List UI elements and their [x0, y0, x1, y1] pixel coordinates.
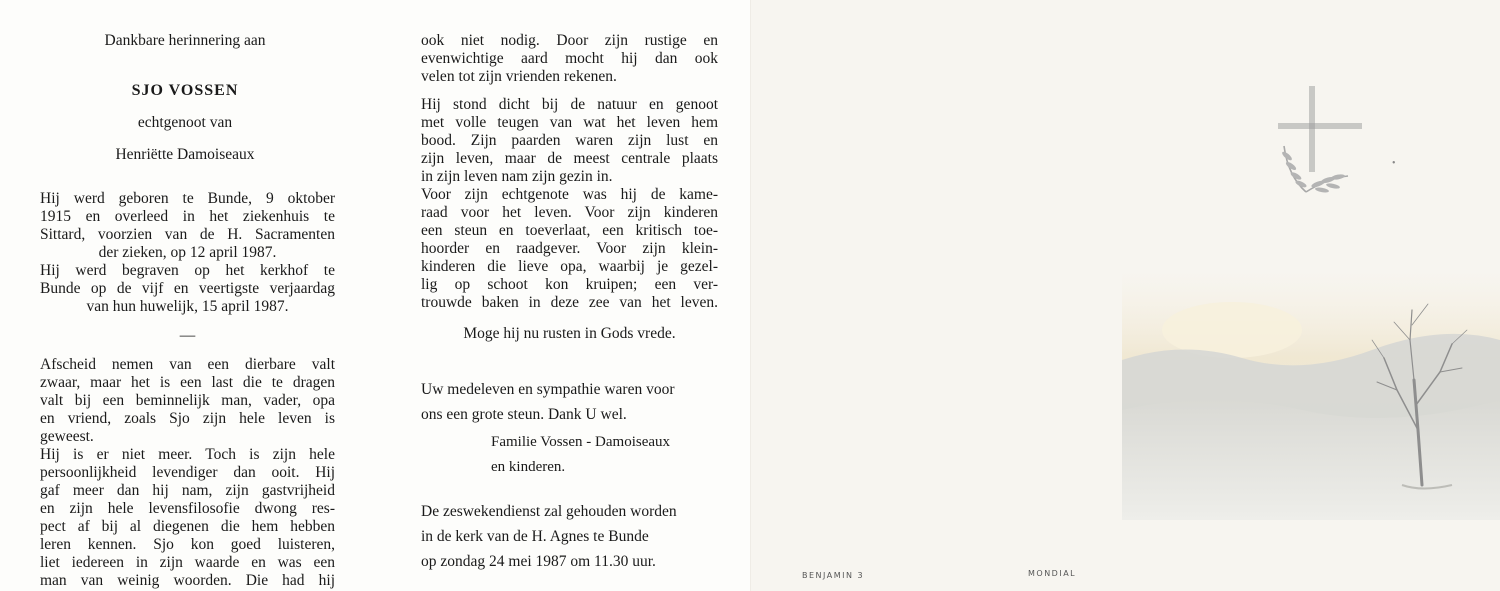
text-line: met volle teugen van wat het leven hem	[421, 114, 718, 131]
text-line: pect af bij al diegenen die hem hebben	[40, 518, 335, 535]
text-line: op zondag 24 mei 1987 om 11.30 uur.	[421, 553, 656, 570]
small-mark: •	[1392, 158, 1396, 169]
cross-with-palm-icon	[1278, 86, 1364, 198]
text-line: bood. Zijn paarden waren zijn lust en	[421, 132, 718, 149]
text-line: Bunde op de vijf en veertigste verjaardag	[40, 280, 335, 297]
birth-paragraph	[40, 190, 335, 262]
text-line: hoorder en raadgever. Voor zijn klein-	[421, 240, 718, 257]
text-line: gaf meer dan hij nam, zijn gastvrijheid	[40, 482, 335, 499]
separator-dash: —	[179, 327, 196, 344]
text-line: van hun huwelijk, 15 april 1987.	[86, 298, 289, 315]
text-line: kinderen die lieve opa, waarbij je gezel-	[421, 258, 718, 275]
spouse-prefix: echtgenoot van	[137, 114, 233, 131]
text-line: liet iedereen in zijn waarde en was een	[40, 554, 335, 571]
text-line: Hij stond dicht bij de natuur en genoot	[421, 96, 718, 113]
nature-family-paragraph	[421, 96, 718, 312]
text-line: een steun en toeverlaat, een kritisch toe-	[421, 222, 718, 239]
text-line: ons een grote steun. Dank U wel.	[421, 406, 627, 423]
memorial-text-column-2	[421, 32, 718, 343]
text-line: Hij werd begraven op het kerkhof te	[40, 262, 335, 279]
text-line: ook niet nodig. Door zijn rustige en	[421, 32, 718, 49]
text-line: zwaar, maar het is een last die te dragen	[40, 374, 335, 391]
prayer-line: Moge hij nu rusten in Gods vrede.	[463, 325, 676, 342]
text-line: en zijn hele levensfilosofie dwong res-	[40, 500, 335, 517]
text-line: Sittard, voorzien van de H. Sacramenten	[40, 226, 335, 243]
service-announcement	[421, 499, 721, 574]
text-line: trouwde baken in deze zee van het leven.	[421, 294, 718, 311]
intro-line: Dankbare herinnering aan	[104, 32, 266, 49]
text-line: Voor zijn echtgenote was hij de kame-	[421, 186, 718, 203]
text-line: geweest.	[40, 428, 94, 445]
text-line: man van weinig woorden. Die had hij	[40, 572, 335, 589]
memorial-text-column-1	[40, 32, 335, 590]
text-line: Uw medeleven en sympathie waren voor	[421, 381, 675, 398]
text-line: persoonlijkheid levendiger dan ooit. Hij	[40, 464, 335, 481]
spouse-name: Henriëtte Damoiseaux	[115, 146, 255, 163]
thanks-paragraph	[421, 377, 721, 427]
family-signature	[491, 430, 670, 480]
text-line: en kinderen.	[491, 459, 566, 475]
text-line: Afscheid nemen van een dierbare valt	[40, 356, 335, 373]
text-line: De zeswekendienst zal gehouden worden	[421, 503, 677, 520]
text-line: valt bij een beminnelijk man, vader, opa	[40, 392, 335, 409]
text-line: velen tot zijn vrienden rekenen.	[421, 68, 617, 85]
deceased-name: SJO VOSSEN	[131, 82, 239, 99]
card-series-label: BENJAMIN 3	[802, 571, 865, 580]
text-line: raad voor het leven. Voor zijn kinderen	[421, 204, 718, 221]
text-line: leren kennen. Sjo kon goed luisteren,	[40, 536, 335, 553]
text-line: Familie Vossen - Damoiseaux	[491, 434, 671, 450]
card-brand-label: MONDIAL	[1028, 569, 1077, 578]
text-line: en vriend, zoals Sjo zijn hele leven is	[40, 410, 335, 427]
text-line: Hij werd geboren te Bunde, 9 oktober	[40, 190, 335, 207]
winter-landscape-picture	[1122, 270, 1500, 520]
text-line: in de kerk van de H. Agnes te Bunde	[421, 528, 649, 545]
text-line: der zieken, op 12 april 1987.	[98, 244, 277, 261]
farewell-paragraph	[40, 356, 335, 590]
text-line: 1915 en overleed in het ziekenhuis te	[40, 208, 335, 225]
text-line: Hij is er niet meer. Toch is zijn hele	[40, 446, 335, 463]
text-line: in zijn leven nam zijn gezin in.	[421, 168, 613, 185]
burial-paragraph	[40, 262, 335, 316]
character-paragraph	[421, 32, 718, 86]
text-line: evenwichtige aard mocht hij dan ook	[421, 50, 718, 67]
text-line: zijn leven, maar de meest centrale plaats	[421, 150, 718, 167]
text-line: lig op schoot kon kruipen; een ver-	[421, 276, 718, 293]
